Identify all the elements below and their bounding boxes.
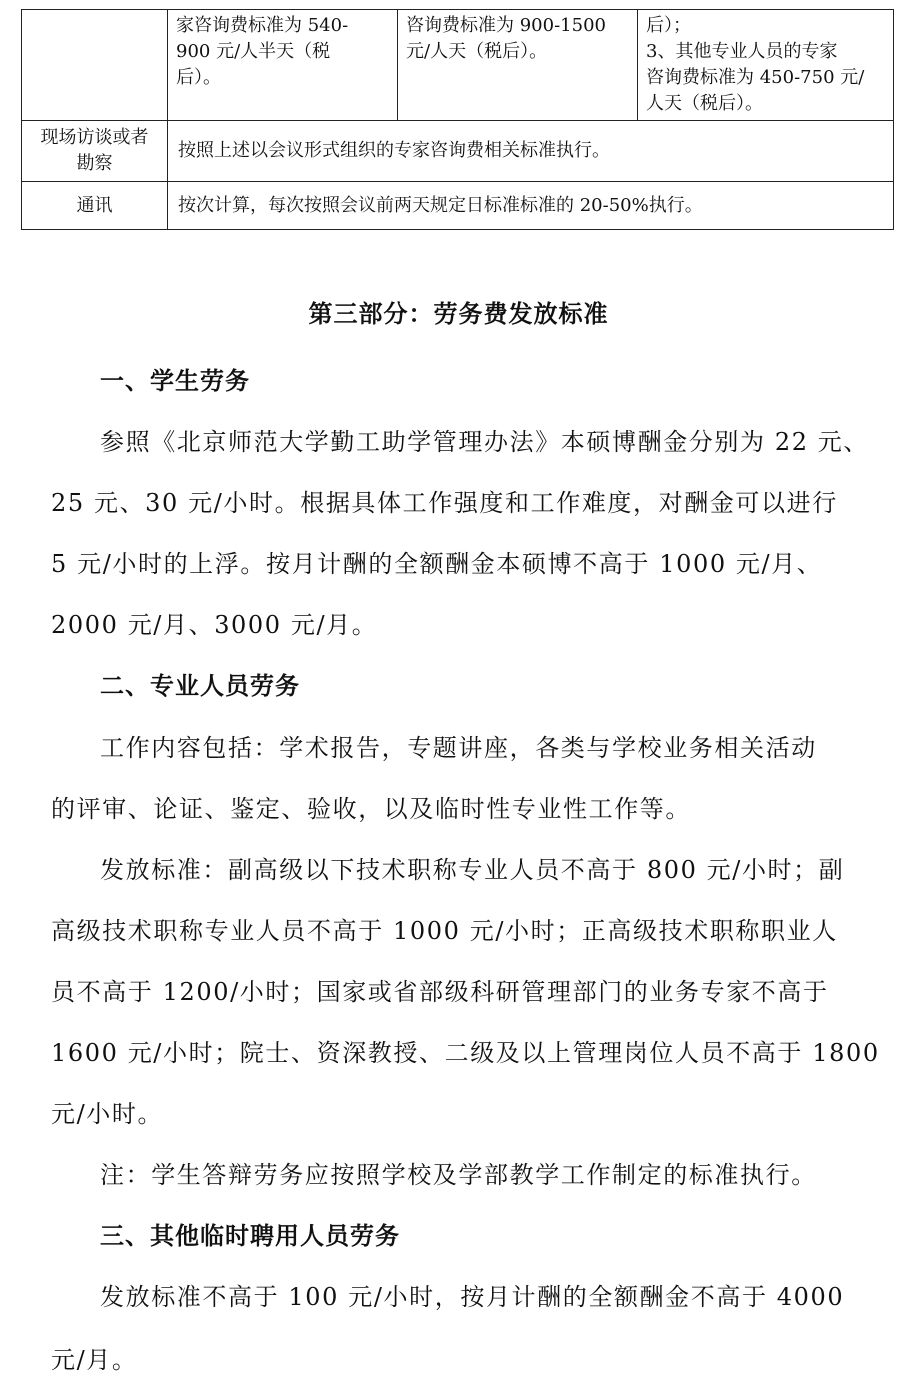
paragraph-line: 工作内容包括：学术报告，专题讲座，各类与学校业务相关活动	[100, 734, 817, 762]
paragraph-line: 1600 元/小时；院士、资深教授、二级及以上管理岗位人员不高于 1800	[51, 1039, 880, 1067]
cell-text: 后）；	[646, 15, 691, 36]
paragraph-line: 元/小时。	[51, 1100, 164, 1128]
paragraph-line: 25 元、30 元/小时。根据具体工作强度和工作难度，对酬金可以进行	[51, 489, 838, 517]
paragraph-line: 2000 元/月、3000 元/月。	[51, 611, 378, 639]
row-label	[22, 121, 168, 182]
cell-text: 勘察	[76, 153, 113, 174]
cell-text: 后）。	[176, 67, 221, 88]
table-cell	[168, 10, 398, 121]
section-title: 第三部分：劳务费发放标准	[308, 300, 609, 328]
expert-fee-table	[21, 9, 894, 230]
cell-text: 家咨询费标准为 540-	[176, 15, 349, 36]
cell-text: 咨询费标准为 900-1500	[406, 15, 606, 36]
table-cell	[638, 10, 894, 121]
paragraph-line: 注：学生答辩劳务应按照学校及学部教学工作制定的标准执行。	[100, 1161, 817, 1189]
section-heading: 三、其他临时聘用人员劳务	[100, 1222, 400, 1250]
cell-text: 元/人天（税后）。	[406, 41, 548, 62]
cell-text: 咨询费标准为 450-750 元/	[646, 67, 865, 88]
table-row	[22, 121, 894, 182]
cell-text: 人天（税后）。	[646, 93, 763, 114]
cell-text: 现场访谈或者	[40, 127, 149, 148]
paragraph-line: 高级技术职称专业人员不高于 1000 元/小时；正高级技术职称职业人	[51, 917, 838, 945]
table-cell-empty	[22, 10, 168, 121]
cell-text: 按照上述以会议形式组织的专家咨询费相关标准执行。	[178, 140, 610, 161]
cell-text: 900 元/人半天（税	[176, 41, 331, 62]
section-heading: 二、专业人员劳务	[100, 672, 300, 700]
row-label	[22, 182, 168, 230]
paragraph-line: 发放标准不高于 100 元/小时，按月计酬的全额酬金不高于 4000	[100, 1283, 845, 1311]
table-cell	[398, 10, 638, 121]
table-cell	[168, 121, 894, 182]
cell-text: 按次计算，每次按照会议前两天规定日标准标准的 20-50%执行。	[178, 194, 703, 216]
paragraph-line: 参照《北京师范大学勤工助学管理办法》本硕博酬金分别为 22 元、	[100, 428, 869, 456]
table-row	[22, 10, 894, 121]
section-heading: 一、学生劳务	[100, 367, 250, 395]
paragraph-line: 的评审、论证、鉴定、验收，以及临时性专业性工作等。	[51, 795, 691, 823]
table-cell	[168, 182, 894, 230]
paragraph-line: 5 元/小时的上浮。按月计酬的全额酬金本硕博不高于 1000 元/月、	[51, 550, 823, 578]
paragraph-line: 发放标准：副高级以下技术职称专业人员不高于 800 元/小时；副	[100, 856, 845, 884]
table-row	[22, 182, 894, 230]
cell-text: 3、其他专业人员的专家	[646, 41, 838, 62]
cell-text: 通讯	[76, 194, 113, 216]
paragraph-line: 员不高于 1200/小时；国家或省部级科研管理部门的业务专家不高于	[51, 978, 829, 1006]
paragraph-line: 元/月。	[51, 1346, 138, 1374]
